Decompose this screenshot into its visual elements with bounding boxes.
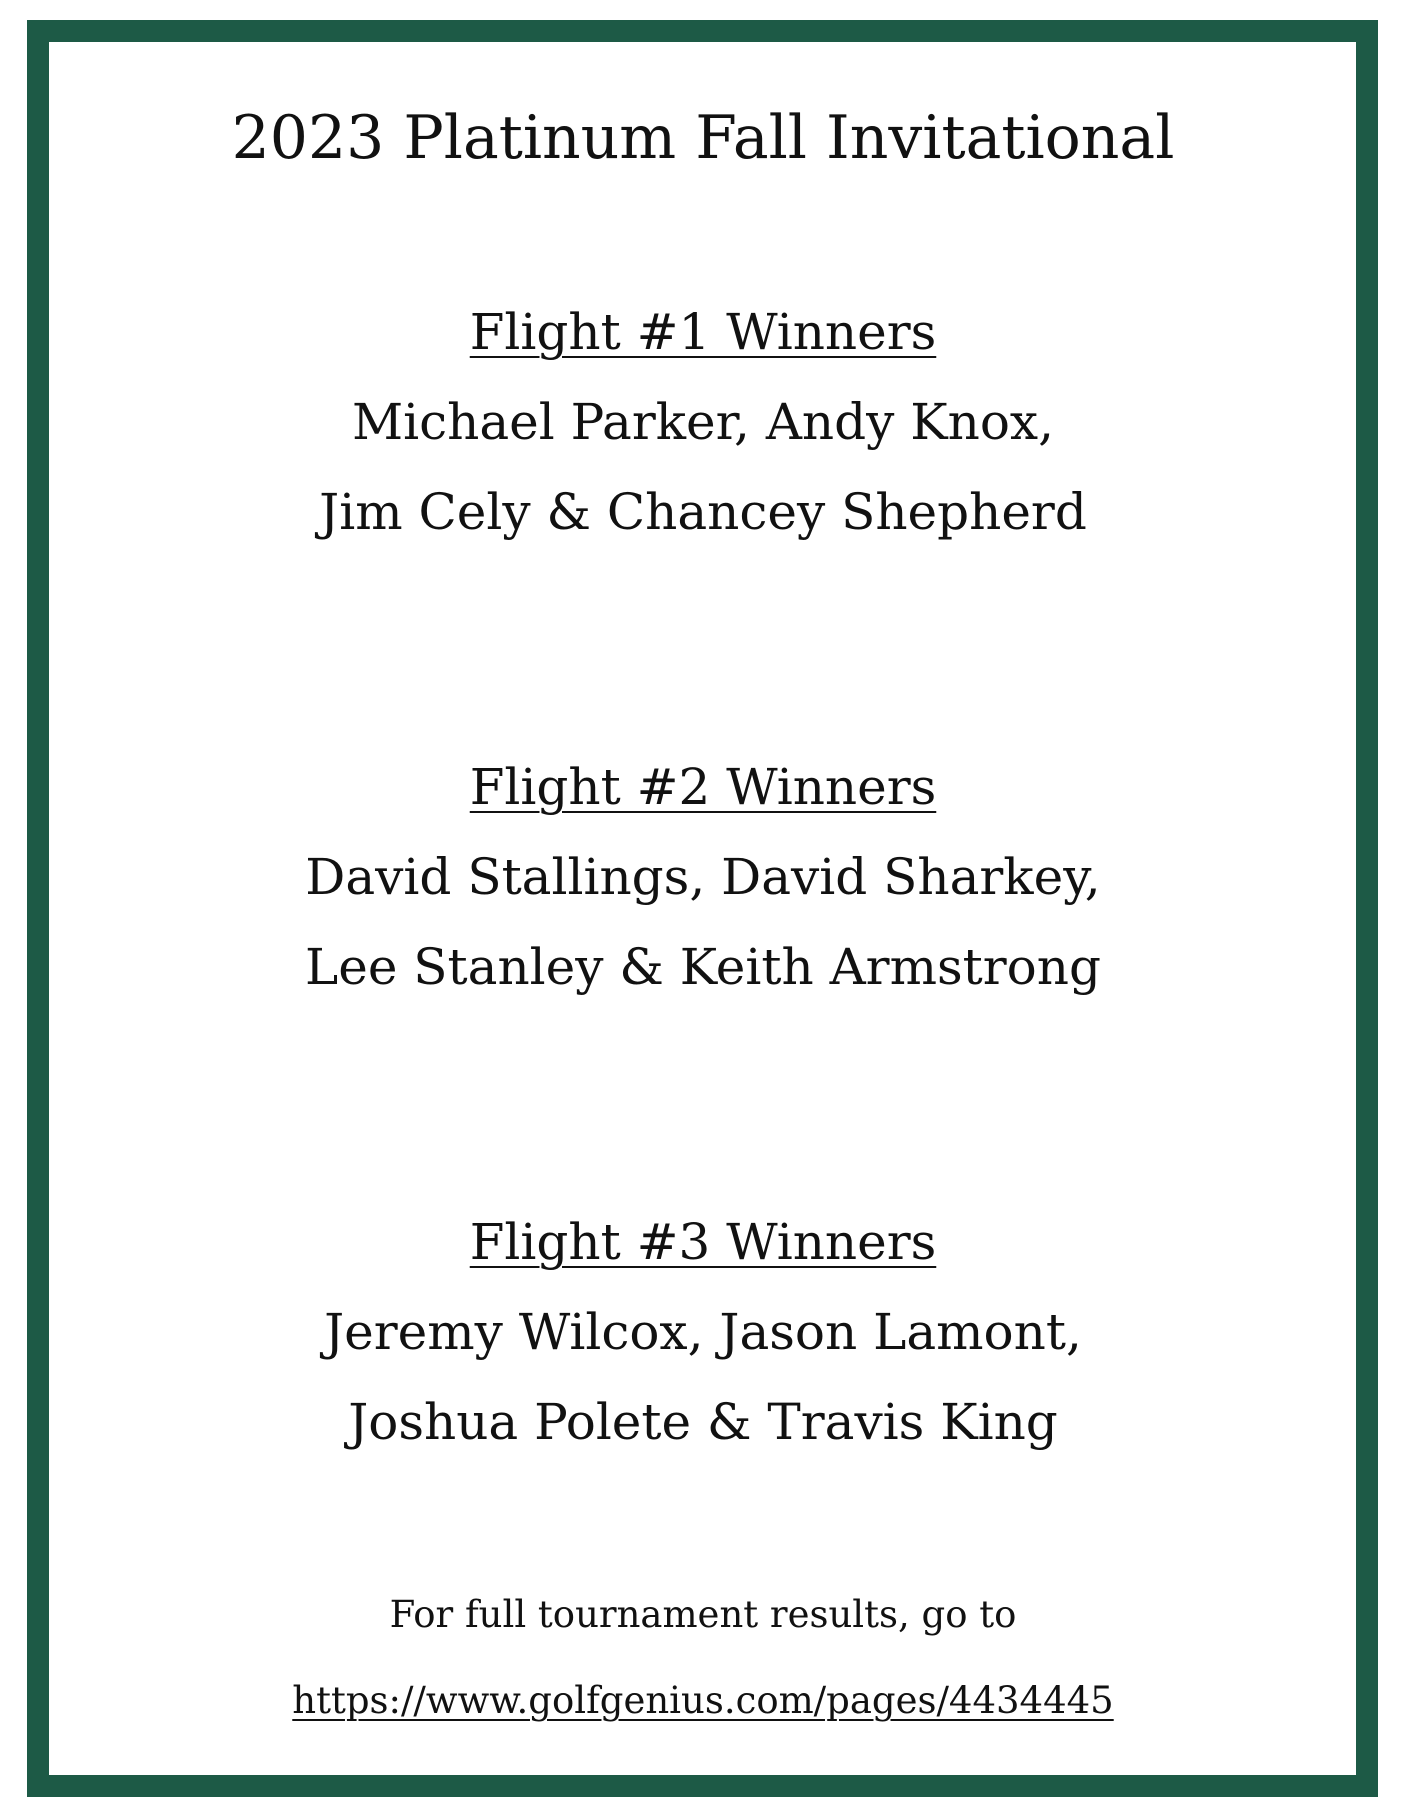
flight-3-winners-line-2: Joshua Polete & Travis King [348,1393,1058,1451]
flight-2-section [0,742,1406,1012]
footer-text: For full tournament results, go to [389,1593,1017,1636]
flight-3-heading: Flight #3 Winners [469,1213,937,1271]
flight-3-winners-line-1: Jeremy Wilcox, Jason Lamont, [324,1303,1082,1361]
flight-1-winners-line-2: Jim Cely & Chancey Shepherd [319,483,1087,541]
flight-1-section [0,287,1406,557]
flight-1-heading: Flight #1 Winners [469,303,937,361]
flight-1-winners-line-1: Michael Parker, Andy Knox, [351,393,1055,451]
flight-2-winners-line-2: Lee Stanley & Keith Armstrong [305,938,1101,996]
flight-3-section [0,1197,1406,1467]
results-link[interactable]: https://www.golfgenius.com/pages/4434445 [292,1679,1114,1722]
page-title: 2023 Platinum Fall Invitational [231,103,1175,173]
flight-2-heading: Flight #2 Winners [469,758,937,816]
footer [0,1572,1406,1744]
flight-2-winners-line-1: David Stallings, David Sharkey, [305,848,1101,906]
